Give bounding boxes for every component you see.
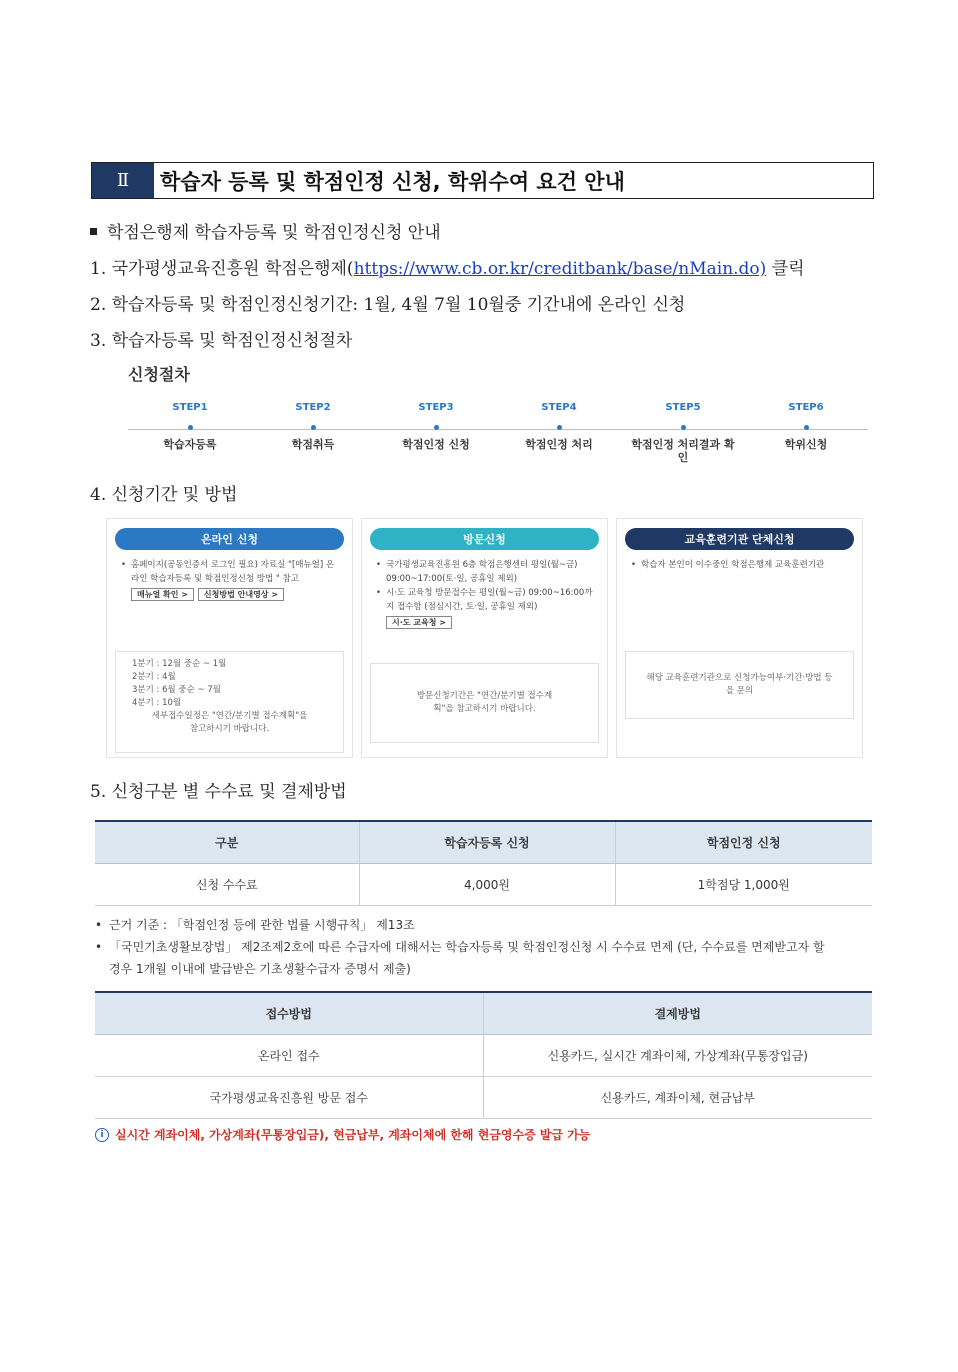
step-dot-icon [434, 425, 439, 430]
info-icon: i [95, 1128, 109, 1142]
line-2: 2. 학습자등록 및 학점인정신청기간: 1월, 4월 7월 10월중 기간내에 온라인 신청 [90, 295, 686, 315]
note-exemption: • 「국민기초생활보장법」 제2조제2호에 따른 수급자에 대해서는 학습자등록 및 학점인정신청 시 수수료 면제 (단, 수수료를 면제받고자 할 경우 1개월 이내에 발급받은 기초생활수급자 증명서 제출) [95, 940, 825, 976]
online-card-title: 온라인 신청 [115, 528, 344, 550]
intro-line: 학점은행제 학습자등록 및 학점인정신청 안내 [90, 218, 441, 243]
line-1: 1. 국가평생교육진흥원 학점은행제(https://www.cb.or.kr/creditbank/base/nMain.do) 클릭 [90, 259, 805, 279]
step-2: STEP2 학점취득 [291, 402, 335, 451]
line-4: 4. 신청기간 및 방법 [90, 485, 238, 505]
manual-button[interactable]: 매뉴얼 확인 > [131, 588, 194, 601]
visit-card-text-1: • 국가평생교육진흥원 6층 학점은행센터 평일(월~금) 09:00~17:00(토·일, 공휴일 제외) [376, 558, 595, 586]
online-card [106, 518, 353, 758]
note-basis: • 근거 기준 : 「학점인정 등에 관한 법률 시행규칙」 제13조 [95, 918, 415, 932]
square-bullet-icon [90, 228, 97, 235]
step-4: STEP4 학점인정 처리 [525, 402, 593, 451]
fee-table [95, 820, 872, 906]
pay-header-method: 접수방법 [95, 992, 483, 1034]
procedure-steps [128, 402, 868, 472]
receipt-warning: i 실시간 계좌이체, 가상계좌(무통장입금), 현금납부, 계좌이체에 한해 현금영수증 발급 가능 [95, 1126, 590, 1143]
line-3: 3. 학습자등록 및 학점인정신청절차 [90, 331, 353, 351]
step-dot-icon [188, 425, 193, 430]
visit-card [361, 518, 608, 758]
fee-header-credit: 학점인정 신청 [615, 821, 872, 863]
method-cards [106, 518, 864, 758]
section-header [91, 162, 874, 199]
line-5: 5. 신청구분 별 수수료 및 결제방법 [90, 782, 347, 802]
step-5: STEP5 학점인정 처리결과 확인 [631, 402, 735, 464]
section-number: Ⅱ [92, 163, 154, 198]
step-1: STEP1 학습자등록 [163, 402, 217, 451]
group-card-text: • 학습자 본인이 이수중인 학점은행제 교육훈련기관 [631, 558, 850, 572]
video-guide-button[interactable]: 신청방법 안내영상 > [198, 588, 284, 601]
quarter-schedule-box: 1분기 : 12월 중순 ~ 1월 2분기 : 4월 3분기 : 6월 중순 ~ 7월 4분기 : 10월 세부접수일정은 "연간/분기별 접수계획"을 참고하시기 바랍니다. [115, 651, 344, 753]
fee-header-category: 구분 [95, 821, 359, 863]
step-dot-icon [557, 425, 562, 430]
step-6: STEP6 학위신청 [784, 402, 828, 451]
visit-note-box: 방문신청기간은 "연간/분기별 접수계획"을 참고하시기 바랍니다. [370, 663, 599, 743]
table-row: 온라인 접수 신용카드, 실시간 계좌이체, 가상계좌(무통장입금) [95, 1034, 872, 1076]
pay-header-payment: 결제방법 [483, 992, 872, 1034]
creditbank-link[interactable]: https://www.cb.or.kr/creditbank/base/nMain.do) [353, 259, 767, 279]
visit-card-title: 방문신청 [370, 528, 599, 550]
provincial-office-button[interactable]: 시·도 교육청 > [386, 616, 452, 629]
table-row: 신청 수수료 4,000원 1학점당 1,000원 [95, 863, 872, 905]
group-note-box: 해당 교육훈련기관으로 신청가능여부·기간·방법 등을 문의 [625, 651, 854, 719]
step-dot-icon [311, 425, 316, 430]
payment-table [95, 991, 872, 1119]
step-dot-icon [804, 425, 809, 430]
step-3: STEP3 학점인정 신청 [402, 402, 470, 451]
step-dot-icon [681, 425, 686, 430]
table-row: 국가평생교육진흥원 방문 접수 신용카드, 계좌이체, 현금납부 [95, 1076, 872, 1118]
online-card-text: • 홈페이지(공동인증서 로그인 필요) 자료실 "[매뉴얼] 온라인 학습자등록 및 학점인정신청 방법 " 참고 [121, 558, 340, 586]
fee-header-registration: 학습자등록 신청 [359, 821, 615, 863]
section-title: 학습자 등록 및 학점인정 신청, 학위수여 요건 안내 [160, 169, 625, 194]
visit-card-text-2: • 시·도 교육청 방문접수는 평일(월~금) 09:00~16:00까지 접수함 (점심시간, 토·일, 공휴일 제외) [376, 586, 595, 614]
group-card-title: 교육훈련기관 단체신청 [625, 528, 854, 550]
procedure-title: 신청절차 [128, 365, 190, 384]
group-card [616, 518, 863, 758]
